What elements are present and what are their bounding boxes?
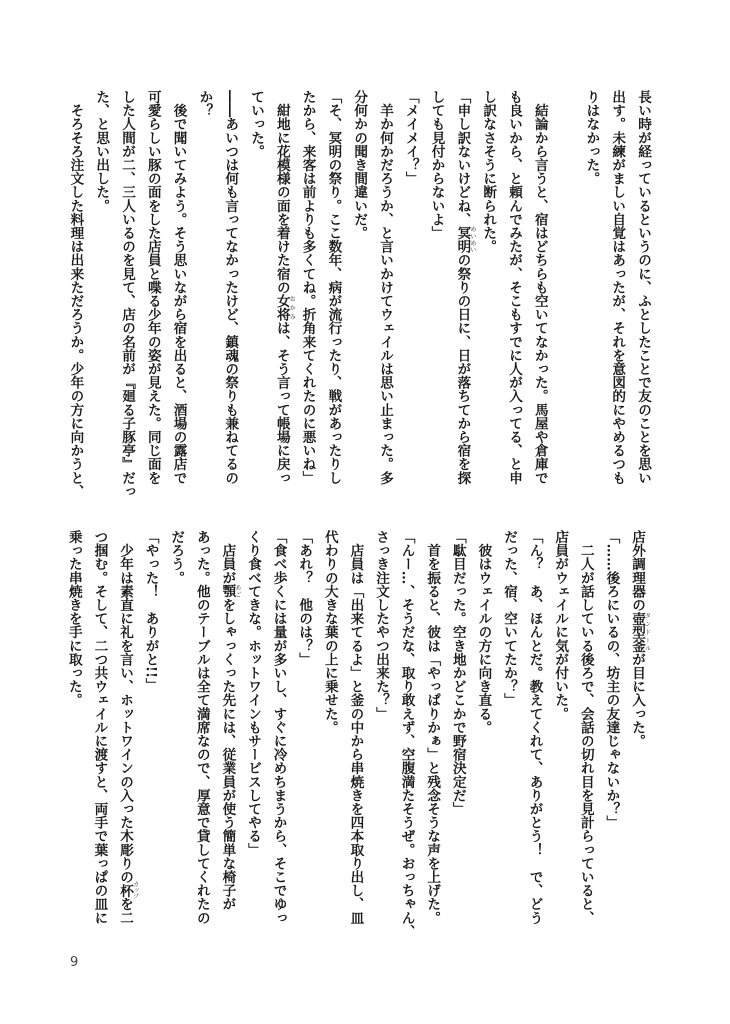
text-column bbox=[478, 90, 498, 253]
text-segment: だろう。 bbox=[168, 530, 185, 585]
ruby-reading: おかみ bbox=[288, 294, 296, 322]
text-column bbox=[473, 530, 493, 734]
text-column bbox=[294, 530, 314, 666]
text-column bbox=[349, 90, 369, 240]
ruby-base: 壺型釜 bbox=[629, 611, 645, 653]
text-column bbox=[550, 530, 570, 720]
text-segment: 首を振ると、彼は「やっぱりかぁ」と残念そうな声を上げた。 bbox=[424, 530, 441, 925]
text-segment: 結論から言うと、宿はどちらも空いてなかった。馬屋や倉庫で bbox=[531, 90, 548, 485]
text-segment: 少年は素直に礼を言い、ホットワインの入った木彫りの bbox=[117, 530, 133, 884]
text-column bbox=[607, 90, 627, 484]
ruby-word bbox=[629, 611, 651, 653]
text-column bbox=[115, 530, 138, 924]
text-segment: 彼はウェイルの方に向き直る。 bbox=[475, 530, 492, 734]
text-segment: し訳なさそうに断られた。 bbox=[480, 90, 497, 254]
text-segment: 「メイメイ？」 bbox=[402, 90, 419, 186]
text-segment: を二 bbox=[117, 897, 133, 925]
text-segment: だった、宿、空いてたか？」 bbox=[501, 530, 517, 707]
text-column bbox=[401, 90, 421, 185]
ruby-base: 冥明 bbox=[454, 226, 471, 254]
text-column bbox=[427, 90, 447, 240]
text-segment: 「駄目だった。空き地かどこかで野宿決定だ」 bbox=[449, 530, 466, 816]
text-column bbox=[272, 90, 295, 484]
ruby-base: 女将 bbox=[273, 294, 290, 322]
text-segment: 「んー…、そうだな、取り敢えず、空腹満たそうぜ。おっちゃん、 bbox=[398, 530, 415, 938]
text-column bbox=[246, 90, 266, 158]
ruby-reading: カップ bbox=[131, 881, 139, 900]
ruby-reading: あご bbox=[233, 584, 241, 598]
text-column bbox=[525, 530, 545, 924]
text-segment: ――あいつは何も言ってなかったけど、鎮魂の祭りも兼ねてるの bbox=[222, 90, 239, 485]
text-column bbox=[448, 530, 468, 816]
text-column bbox=[220, 90, 240, 484]
text-segment: くり食べてきな。ホットワインもサービスしてやる」 bbox=[245, 530, 261, 857]
text-segment: 羊か何かだろうか、と言いかけてウェイルは思い止まった。多 bbox=[377, 90, 393, 485]
text-segment: 分何かの聞き間違いだ。 bbox=[351, 90, 368, 240]
text-column bbox=[269, 530, 289, 924]
text-segment: をしゃっくった先には、従業員が使う簡単な椅子が bbox=[219, 598, 236, 911]
text-column bbox=[89, 530, 109, 924]
text-segment: 「食べ歩くには量が多いし、すぐに冷めちまうから、そこでゆっ bbox=[270, 530, 287, 925]
text-segment: 出す。未練がましい自覚はあったが、それを意図的にやめるつも bbox=[609, 90, 626, 485]
text-column bbox=[499, 530, 519, 707]
text-column bbox=[64, 530, 84, 707]
text-segment: 店外調理器の bbox=[629, 530, 645, 612]
text-column bbox=[217, 530, 240, 911]
text-segment: あった。他のテーブルは全て満席なので、厚意で貸してくれたの bbox=[193, 530, 210, 925]
text-column bbox=[91, 90, 111, 212]
text-column bbox=[320, 530, 340, 734]
text-column bbox=[375, 90, 395, 484]
text-segment: つ掴む。そして、二つ共ウェイルに渡すと、両手で葉っぱの皿に bbox=[91, 530, 108, 925]
ruby-reading: めいめい bbox=[468, 226, 476, 254]
ruby-word bbox=[219, 584, 241, 599]
text-column bbox=[65, 90, 85, 498]
text-column bbox=[298, 90, 318, 484]
text-segment: 「申し訳ないけどね、 bbox=[454, 90, 471, 226]
text-segment: そろそろ注文した料理は出来ただろうか。少年の方に向かうと、 bbox=[67, 90, 84, 498]
text-column bbox=[194, 90, 214, 117]
text-segment: か？ bbox=[196, 90, 213, 118]
text-segment: 店員は「出来てるよ」と釜の中から串焼きを四本取り出し、皿 bbox=[347, 530, 364, 925]
text-segment: さっき注文したやつ出来た？」 bbox=[373, 530, 389, 721]
text-segment: 後で聞いてみよう。そう思いながら宿を出ると、酒場の露店で bbox=[170, 90, 187, 485]
text-segment: が目に入った。 bbox=[629, 652, 645, 748]
text-column bbox=[576, 530, 596, 924]
text-segment: 「そ、冥明の祭り。ここ数年、病が流行ったり、戦があったりし bbox=[325, 90, 342, 485]
text-segment: は、そう言って帳場に戻っ bbox=[273, 321, 290, 485]
text-segment: 代わりの大きな葉の上に乗せた。 bbox=[321, 530, 338, 734]
text-segment: 可愛らしい豚の面をした店員と喋る少年の姿が見えた。同じ面を bbox=[144, 90, 161, 485]
text-column bbox=[422, 530, 442, 924]
text-column bbox=[141, 530, 161, 692]
text-segment: 店員がウェイルに気が付いた。 bbox=[552, 530, 569, 721]
text-column bbox=[581, 90, 601, 185]
text-segment: 紺地に花模様の面を着けた宿の bbox=[273, 90, 290, 294]
text-segment: たから、来客は前よりも多くてね。折角来てくれたのに悪いね」 bbox=[299, 90, 316, 485]
text-column bbox=[323, 90, 343, 484]
text-column bbox=[627, 530, 650, 748]
ruby-word bbox=[117, 881, 139, 900]
text-column bbox=[397, 530, 417, 938]
text-column bbox=[371, 530, 391, 720]
ruby-reading: タンドール bbox=[643, 611, 651, 653]
text-segment: 「やった！ ありがと!!」 bbox=[142, 530, 159, 692]
text-column bbox=[601, 530, 621, 829]
text-segment: ていった。 bbox=[248, 90, 264, 158]
text-column bbox=[243, 530, 263, 856]
ruby-base: 杯 bbox=[117, 881, 133, 900]
text-column bbox=[452, 90, 475, 484]
text-column bbox=[504, 90, 524, 484]
text-column bbox=[166, 530, 186, 584]
text-segment: した人間が二、三人いるのを見て、店の名前が『廻る子豚亭』だっ bbox=[119, 90, 135, 498]
text-segment: 乗った串焼きを手に取った。 bbox=[65, 530, 82, 707]
text-segment: も良いから、と頼んでみたが、そこもすでに人が入ってる、と申 bbox=[506, 90, 522, 485]
text-segment: 二人が話している後ろで、会話の切れ目を見計らっていると、 bbox=[577, 530, 594, 925]
text-column bbox=[345, 530, 365, 924]
text-column bbox=[117, 90, 137, 498]
text-column bbox=[192, 530, 212, 924]
page-number: 9 bbox=[70, 955, 79, 970]
text-column bbox=[530, 90, 550, 484]
text-segment: た、と思い出した。 bbox=[93, 90, 110, 213]
ruby-word bbox=[454, 226, 476, 254]
text-column bbox=[169, 90, 189, 484]
text-segment: 店員が bbox=[219, 530, 236, 585]
text-segment: しても見付からないよ」 bbox=[428, 90, 445, 240]
ruby-word bbox=[273, 294, 296, 322]
text-column bbox=[633, 90, 653, 484]
text-segment: 「ん？ あ、ほんとだ。教えてくれて、ありがとう！ で、どう bbox=[526, 530, 543, 925]
text-segment: 「……後ろにいるの、坊主の友達じゃないか？」 bbox=[603, 530, 620, 830]
text-segment: の祭りの日に、日が落ちてから宿を探 bbox=[454, 253, 471, 485]
ruby-base: 顎 bbox=[219, 584, 236, 599]
text-segment: 長い時が経っているというのに、ふとしたことで友のことを思い bbox=[635, 90, 651, 485]
text-column bbox=[143, 90, 163, 484]
text-segment: りはなかった。 bbox=[583, 90, 600, 186]
text-segment: 「あれ？ 他のは？」 bbox=[296, 530, 313, 666]
